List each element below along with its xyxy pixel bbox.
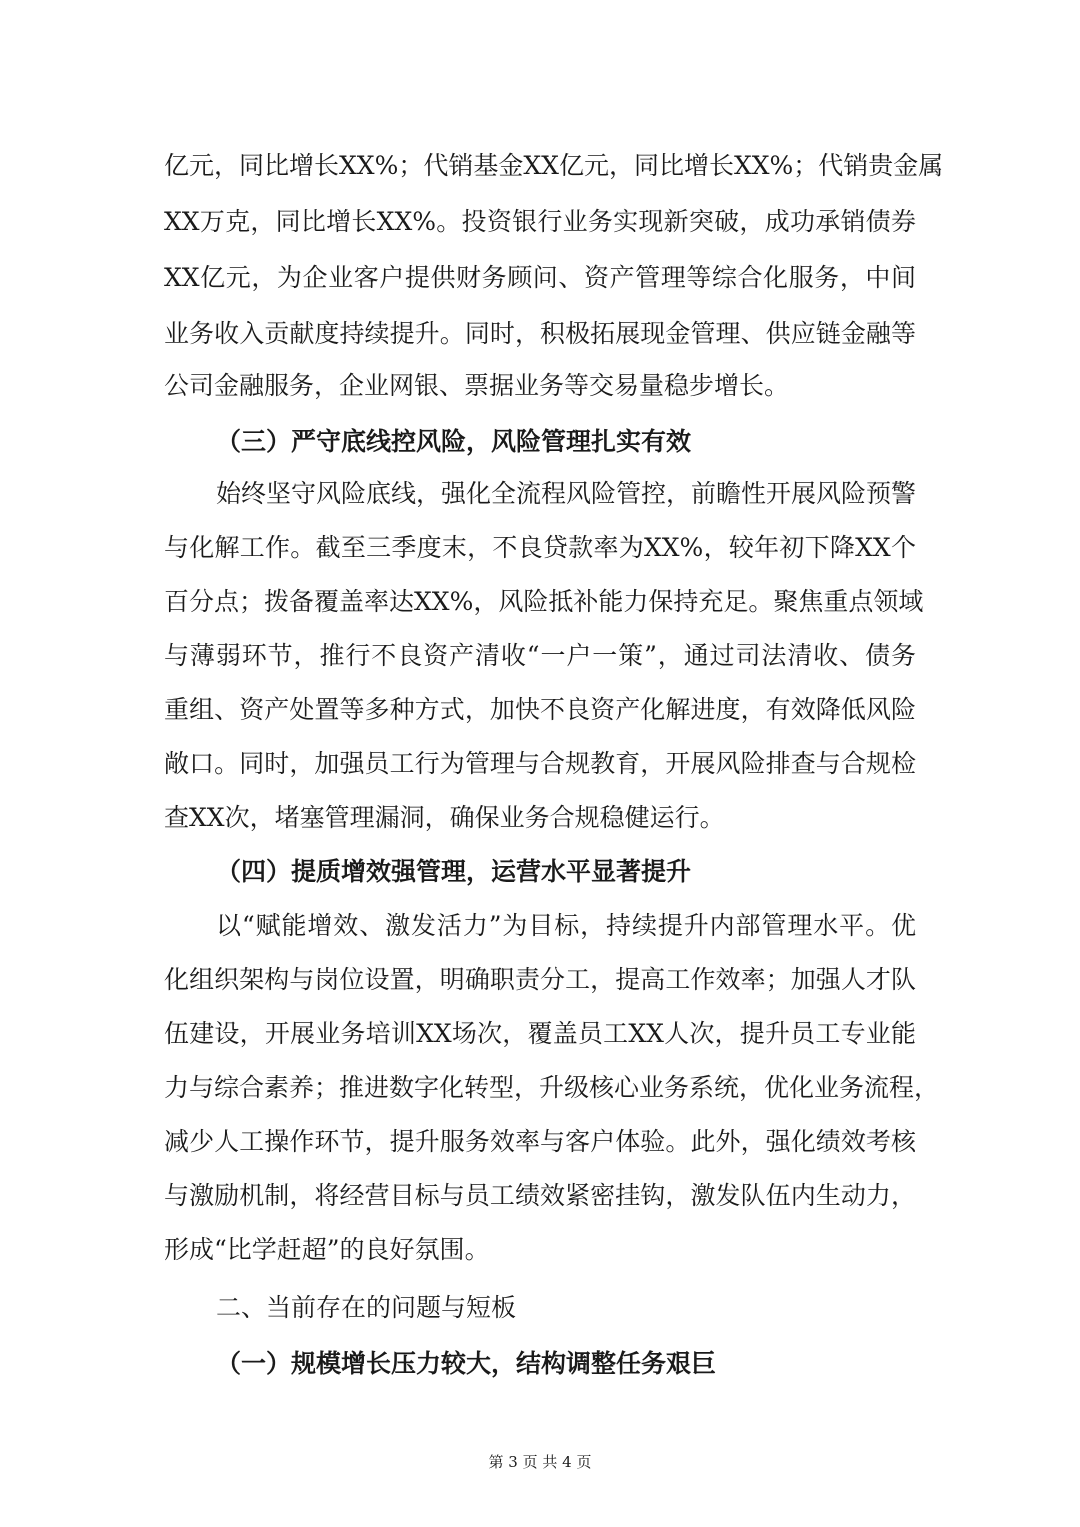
paragraph-line: 与化解工作。截至三季度末，不良贷款率为XX%，较年初下降XX个 <box>164 533 916 562</box>
paragraph-line: 业务收入贡献度持续提升。同时，积极拓展现金管理、供应链金融等 <box>164 319 916 348</box>
paragraph-line: 始终坚守风险底线，强化全流程风险管控，前瞻性开展风险预警 <box>216 479 917 508</box>
paragraph-line: 与薄弱环节，推行不良资产清收“一户一策”，通过司法清收、债务 <box>164 641 916 670</box>
paragraph-line: 以“赋能增效、激发活力”为目标，持续提升内部管理水平。优 <box>216 911 916 940</box>
paragraph-line: 形成“比学赶超”的良好氛围。 <box>164 1235 490 1264</box>
subsection-heading: （三）严守底线控风险，风险管理扎实有效 <box>216 427 692 456</box>
section-heading: 二、当前存在的问题与短板 <box>216 1293 517 1322</box>
paragraph-line: 重组、资产处置等多种方式，加快不良资产化解进度，有效降低风险 <box>164 695 916 724</box>
paragraph-line: 化组织架构与岗位设置，明确职责分工，提高工作效率；加强人才队 <box>164 965 916 994</box>
page-number-footer: 第 3 页 共 4 页 <box>488 1453 592 1471</box>
subsection-heading: （四）提质增效强管理，运营水平显著提升 <box>216 857 692 886</box>
paragraph-line: 公司金融服务，企业网银、票据业务等交易量稳步增长。 <box>164 371 790 400</box>
paragraph-line: 查XX次，堵塞管理漏洞，确保业务合规稳健运行。 <box>164 803 725 832</box>
paragraph-line: XX亿元，为企业客户提供财务顾问、资产管理等综合化服务，中间 <box>164 263 916 292</box>
paragraph-line: XX万克，同比增长XX%。投资银行业务实现新突破，成功承销债券 <box>164 207 916 236</box>
paragraph-line: 百分点；拨备覆盖率达XX%，风险抵补能力保持充足。聚焦重点领域 <box>164 587 924 616</box>
paragraph-line: 力与综合素养；推进数字化转型，升级核心业务系统，优化业务流程， <box>164 1073 940 1102</box>
paragraph-line: 敞口。同时，加强员工行为管理与合规教育，开展风险排查与合规检 <box>164 749 916 778</box>
paragraph-line: 伍建设，开展业务培训XX场次，覆盖员工XX人次，提升员工专业能 <box>164 1019 916 1048</box>
paragraph-line: 与激励机制，将经营目标与员工绩效紧密挂钩，激发队伍内生动力， <box>164 1181 916 1210</box>
subsection-heading: （一）规模增长压力较大，结构调整任务艰巨 <box>216 1349 717 1378</box>
paragraph-line: 减少人工操作环节，提升服务效率与客户体验。此外，强化绩效考核 <box>164 1127 916 1156</box>
paragraph-line: 亿元，同比增长XX%；代销基金XX亿元，同比增长XX%；代销贵金属 <box>164 151 944 180</box>
